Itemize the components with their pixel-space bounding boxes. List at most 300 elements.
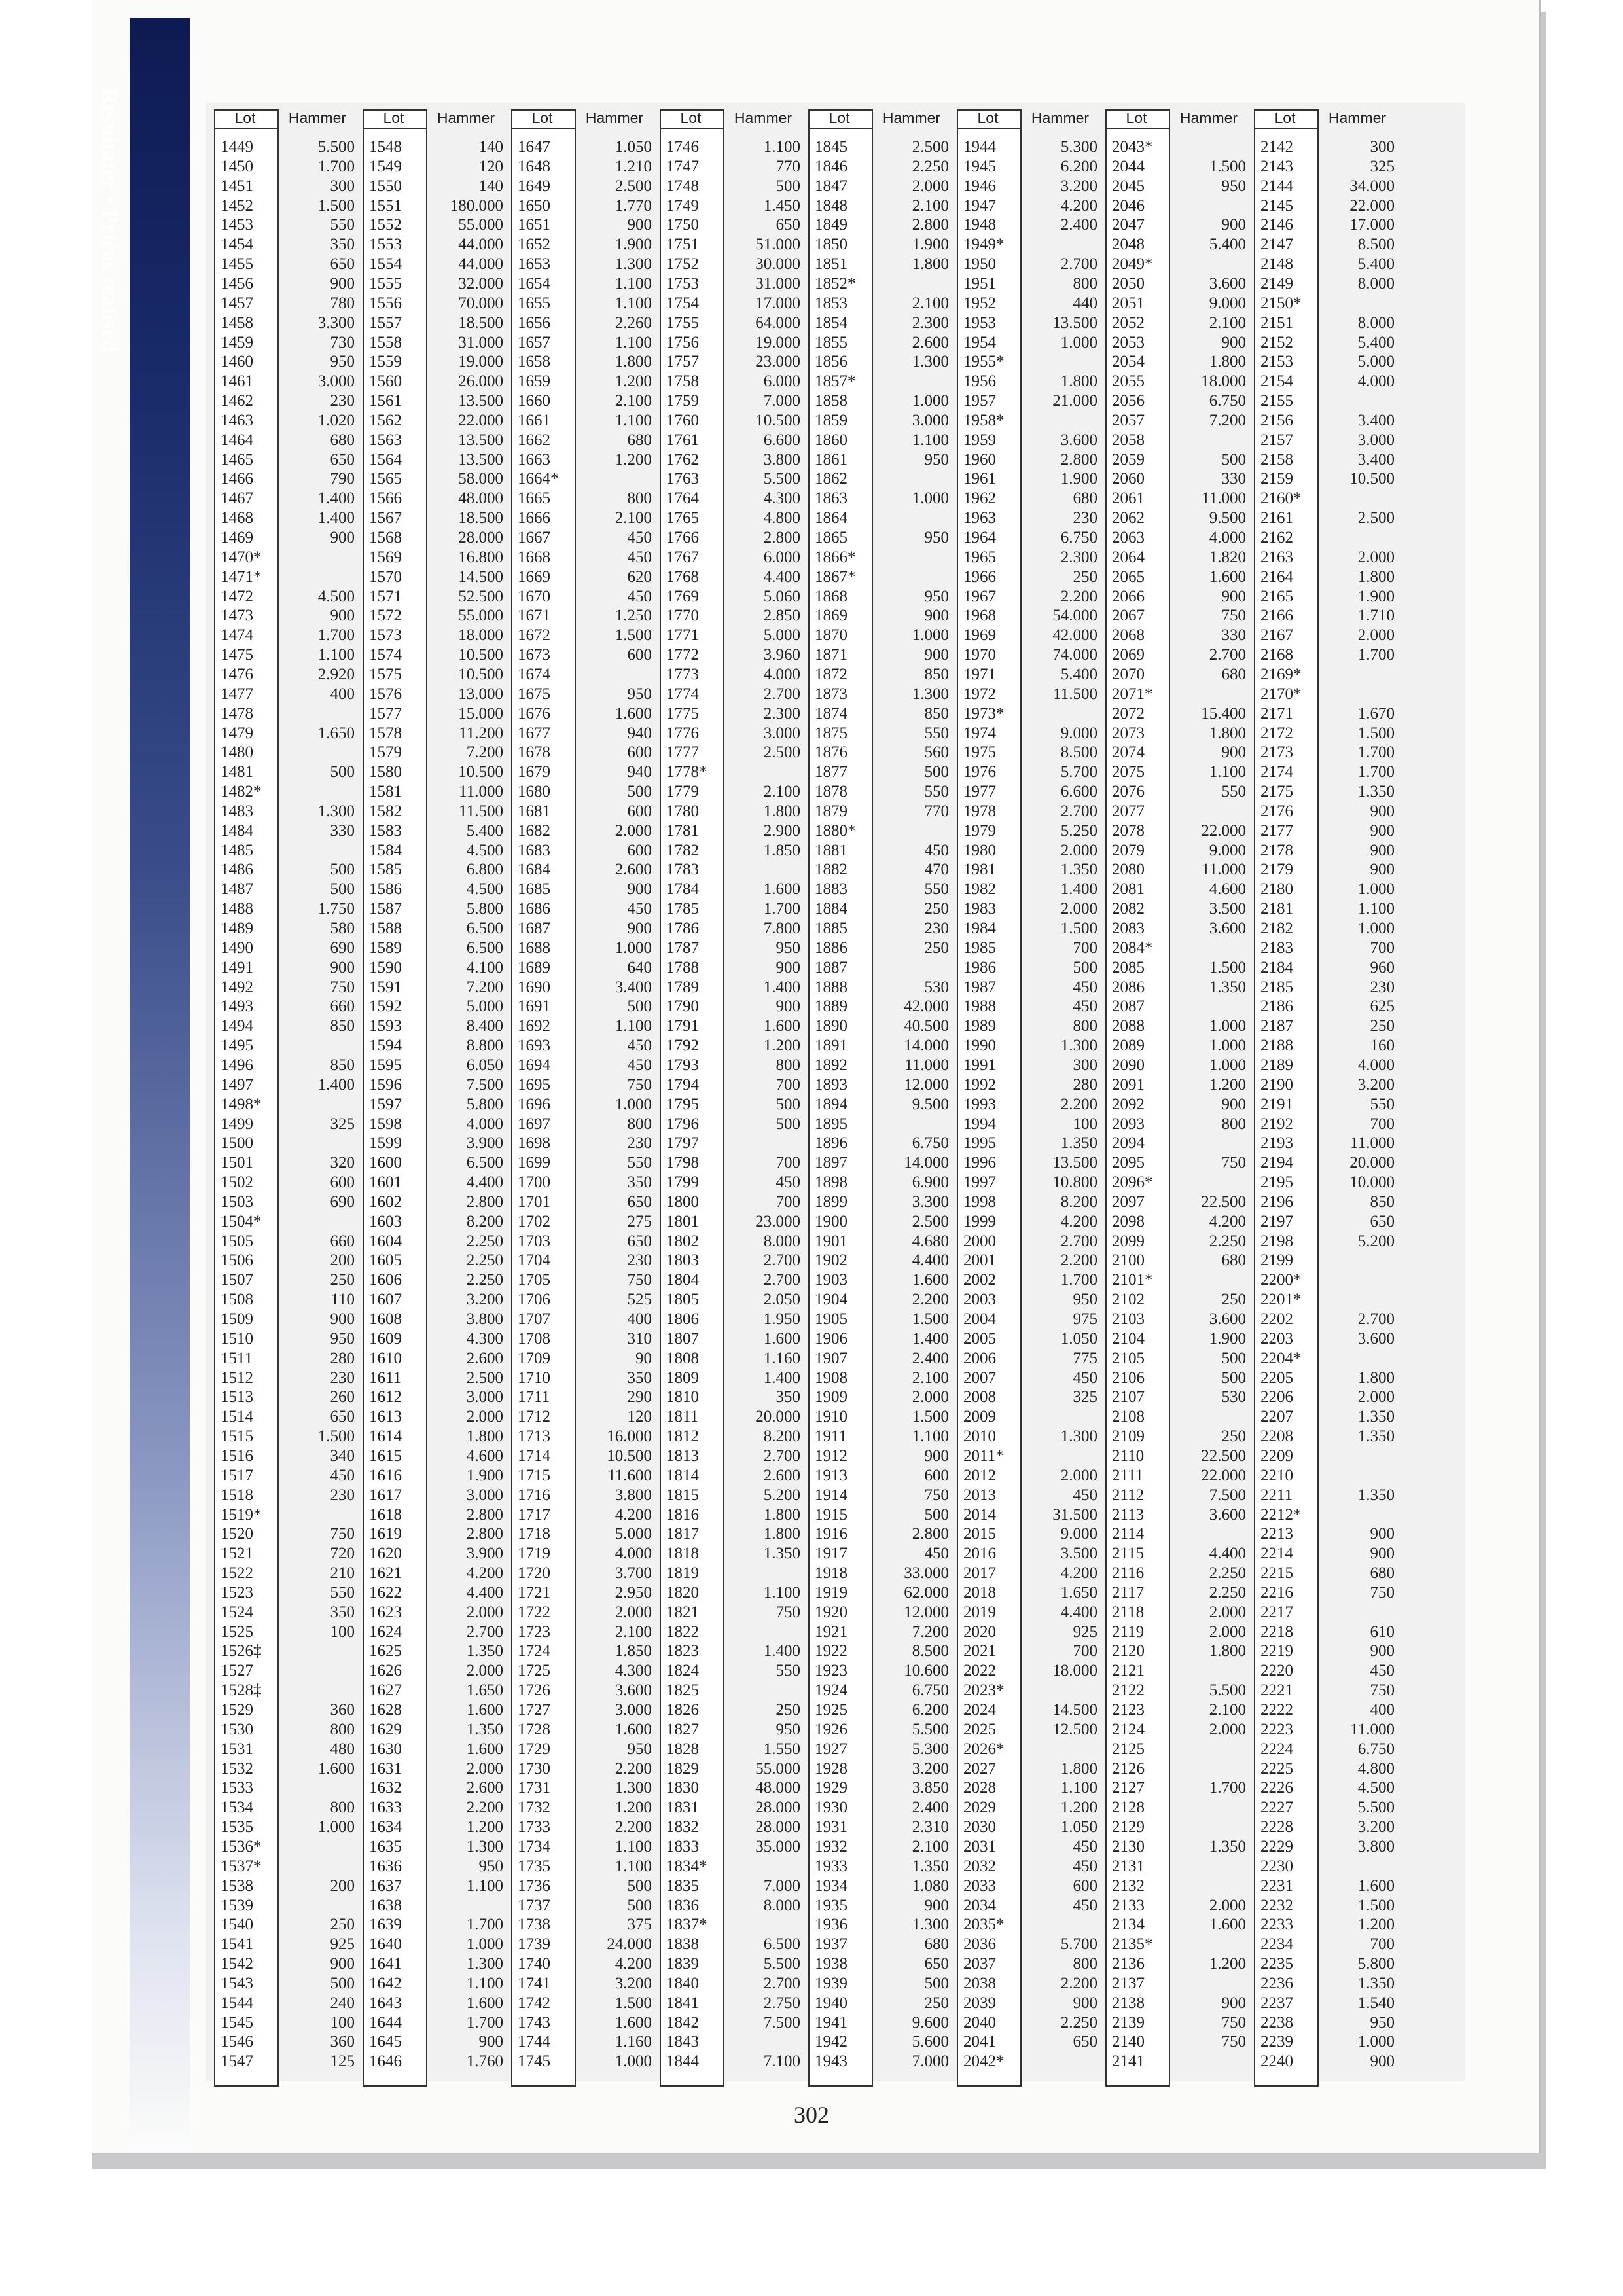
table-row — [808, 782, 957, 801]
lot-number: 2140 — [1112, 2033, 1145, 2051]
hammer-price: 6.600 — [1060, 783, 1097, 801]
hammer-price: 1.100 — [615, 411, 652, 429]
table-row — [1105, 1837, 1254, 1856]
lot-number: 2090 — [1112, 1056, 1145, 1074]
lot-number: 1842 — [666, 2013, 699, 2032]
table-row — [1254, 333, 1402, 352]
hammer-price: 7.200 — [1209, 411, 1246, 429]
table-row — [660, 978, 808, 997]
hammer-price: 4.400 — [1060, 1603, 1097, 1621]
lot-number: 1898 — [815, 1174, 847, 1192]
lot-number: 2133 — [1112, 1896, 1145, 1914]
hammer-price: 1.000 — [912, 490, 949, 508]
hammer-price: 74.000 — [1052, 646, 1097, 664]
lot-number: 2086 — [1112, 978, 1145, 996]
hammer-price: 340 — [330, 1446, 355, 1465]
hammer-price: 2.200 — [1060, 1095, 1097, 1113]
hammer-price: 125 — [330, 2053, 355, 2071]
table-row — [363, 782, 511, 801]
table-row — [363, 1466, 511, 1485]
table-row — [808, 1036, 957, 1055]
hammer-price: 3.800 — [615, 1486, 652, 1504]
lot-number: 1901 — [815, 1232, 847, 1250]
hammer-price: 2.800 — [466, 1193, 503, 1211]
lot-number: 1820 — [666, 1583, 699, 1602]
hammer-price: 12.000 — [904, 1075, 949, 1094]
lot-number: 2112 — [1112, 1486, 1145, 1504]
table-row — [1105, 899, 1254, 918]
hammer-price: 690 — [330, 939, 355, 957]
lot-number: 2206 — [1260, 1388, 1293, 1407]
lot-number: 1554 — [369, 255, 402, 274]
lot-number: 1677 — [518, 724, 550, 742]
table-row — [363, 919, 511, 938]
lot-number: 1556 — [369, 294, 402, 312]
hammer-price: 750 — [1221, 2033, 1246, 2051]
hammer-price: 4.680 — [912, 1232, 949, 1250]
table-row — [511, 1427, 660, 1446]
hammer-price: 1.300 — [466, 1955, 503, 1973]
hammer-price: 22.000 — [1201, 821, 1246, 840]
table-row — [214, 411, 363, 430]
lot-number: 1713 — [518, 1427, 550, 1446]
table-row — [363, 411, 511, 430]
lot-number: 1959 — [963, 431, 996, 449]
hammer-price: 900 — [1370, 2053, 1395, 2071]
lot-number: 1914 — [815, 1486, 847, 1504]
lot-number: 1641 — [369, 1955, 402, 1973]
hammer-price: 1.350 — [1357, 783, 1395, 801]
table-row — [957, 196, 1105, 215]
lot-number: 1631 — [369, 1759, 402, 1778]
hammer-price: 1.700 — [1209, 1779, 1246, 1797]
hammer-price: 4.500 — [317, 587, 355, 605]
table-row — [1254, 1740, 1402, 1759]
lot-number: 1649 — [518, 177, 550, 195]
table-row — [1254, 469, 1402, 488]
hammer-price: 500 — [1221, 1369, 1246, 1387]
table-row — [808, 2032, 957, 2051]
table-row — [363, 157, 511, 176]
table-row — [511, 939, 660, 958]
hammer-price: 900 — [1221, 216, 1246, 234]
hammer-price: 1.000 — [1209, 1056, 1246, 1074]
lot-number: 2024 — [963, 1701, 996, 1719]
lot-number: 2186 — [1260, 997, 1293, 1016]
table-row — [1105, 489, 1254, 508]
table-row — [957, 372, 1105, 391]
lot-number: 1997 — [963, 1174, 996, 1192]
lot-number: 2167 — [1260, 626, 1293, 645]
hammer-price: 4.000 — [1209, 529, 1246, 547]
lot-number: 1529 — [221, 1701, 253, 1719]
lot-number: 1576 — [369, 685, 402, 703]
lot-number: 1710 — [518, 1369, 550, 1387]
hammer-price: 28.000 — [755, 1818, 800, 1837]
lot-number: 1489 — [221, 920, 253, 937]
table-row — [957, 235, 1105, 254]
table-row — [957, 1857, 1105, 1876]
hammer-price: 450 — [1073, 1857, 1097, 1875]
lot-number: 1589 — [369, 939, 402, 957]
lot-number: 1493 — [221, 997, 253, 1016]
table-row — [808, 1388, 957, 1407]
lot-number: 1498* — [221, 1095, 262, 1113]
hammer-price: 1.800 — [1209, 724, 1246, 742]
hammer-price: 4.000 — [1357, 1056, 1395, 1074]
hammer-price: 925 — [330, 1935, 355, 1954]
lot-number: 2080 — [1112, 861, 1145, 879]
lot-number: 1757 — [666, 353, 699, 371]
lot-number: 1474 — [221, 626, 253, 645]
lot-number: 1620 — [369, 1545, 402, 1563]
hammer-price: 1.200 — [615, 450, 652, 469]
table-row — [957, 1056, 1105, 1075]
lot-number: 2005 — [963, 1329, 996, 1348]
lot-number: 1890 — [815, 1017, 847, 1035]
hammer-price: 975 — [1073, 1310, 1097, 1328]
lot-number: 1531 — [221, 1740, 253, 1758]
lot-number: 1455 — [221, 255, 253, 274]
lot-number: 1966 — [963, 567, 996, 586]
column-pair — [511, 103, 660, 2081]
table-row — [660, 1974, 808, 1993]
table-row — [214, 1036, 363, 1055]
table-row — [1105, 177, 1254, 196]
hammer-price: 450 — [776, 1174, 800, 1192]
hammer-price: 22.000 — [1349, 196, 1395, 215]
hammer-price: 26.000 — [458, 372, 503, 391]
hammer-price: 1.800 — [1357, 1369, 1395, 1387]
table-row — [214, 1232, 363, 1251]
lot-number: 1673 — [518, 646, 550, 664]
hammer-price: 250 — [924, 1994, 949, 2012]
lot-number: 1579 — [369, 744, 402, 762]
lot-number: 1845 — [815, 138, 847, 156]
table-row — [1254, 1720, 1402, 1739]
table-row — [511, 587, 660, 606]
lot-number: 2011* — [963, 1446, 1004, 1465]
lot-number: 1977 — [963, 783, 996, 801]
lot-number: 1505 — [221, 1232, 253, 1250]
table-row — [363, 626, 511, 645]
lot-number: 1598 — [369, 1115, 402, 1133]
table-row — [363, 1915, 511, 1934]
table-row — [808, 743, 957, 762]
lot-number: 1469 — [221, 529, 253, 547]
lot-number: 1682 — [518, 821, 550, 840]
table-row — [808, 606, 957, 625]
hammer-price: 3.000 — [466, 1486, 503, 1504]
table-row — [1254, 1427, 1402, 1446]
table-row — [808, 157, 957, 176]
table-row — [511, 1876, 660, 1895]
hammer-price: 750 — [330, 978, 355, 996]
table-row — [1105, 762, 1254, 781]
hammer-price: 54.000 — [1052, 607, 1097, 625]
hammer-price: 550 — [330, 1583, 355, 1602]
lot-number: 1487 — [221, 880, 253, 899]
lot-number: 1957 — [963, 392, 996, 410]
hammer-price: 450 — [627, 548, 652, 566]
table-row — [511, 1153, 660, 1172]
lot-number: 1778* — [666, 763, 707, 781]
table-row — [660, 919, 808, 938]
lot-number: 2200* — [1260, 1271, 1302, 1289]
hammer-price: 1.300 — [615, 255, 652, 274]
lot-number: 1817 — [666, 1525, 699, 1543]
hammer-price: 110 — [330, 1291, 355, 1309]
lot-number: 2092 — [1112, 1095, 1145, 1113]
table-row — [957, 1759, 1105, 1778]
hammer-price: 2.000 — [466, 1603, 503, 1621]
table-row — [363, 314, 511, 332]
lot-number: 2027 — [963, 1759, 996, 1778]
table-row — [1105, 1134, 1254, 1153]
table-row — [511, 1056, 660, 1075]
table-row — [1254, 724, 1402, 743]
header-rule — [1105, 128, 1170, 129]
hammer-price: 1.650 — [317, 724, 355, 742]
hammer-price: 1.400 — [763, 978, 800, 996]
table-row — [1254, 352, 1402, 371]
table-row — [957, 1700, 1105, 1719]
hammer-price: 800 — [1221, 1115, 1246, 1133]
hammer-price: 17.000 — [1349, 216, 1395, 234]
table-row — [214, 528, 363, 547]
table-row — [808, 1486, 957, 1505]
table-row — [363, 1427, 511, 1446]
lot-number: 1863 — [815, 490, 847, 508]
lot-number: 1483 — [221, 802, 253, 820]
hammer-price: 2.600 — [466, 1349, 503, 1367]
lot-number: 2100 — [1112, 1251, 1145, 1270]
table-row — [511, 294, 660, 313]
table-row — [214, 1446, 363, 1465]
hammer-price: 3.200 — [1357, 1818, 1395, 1837]
table-row — [957, 215, 1105, 234]
table-row — [957, 489, 1105, 508]
lot-number: 1628 — [369, 1701, 402, 1719]
table-row — [214, 645, 363, 664]
hammer-price: 5.300 — [912, 1740, 949, 1758]
hammer-price: 900 — [924, 607, 949, 625]
hammer-price: 3.800 — [763, 450, 800, 469]
hammer-price: 8.000 — [1357, 274, 1395, 293]
lot-number: 1538 — [221, 1876, 253, 1895]
lot-number: 2240 — [1260, 2053, 1293, 2071]
table-row — [957, 1681, 1105, 1700]
hammer-price: 19.000 — [458, 353, 503, 371]
hammer-price: 550 — [924, 783, 949, 801]
lot-number: 1886 — [815, 939, 847, 957]
lot-number: 1829 — [666, 1759, 699, 1778]
hammer-price: 450 — [1073, 978, 1097, 996]
hammer-price: 7.100 — [763, 2053, 800, 2071]
lot-header: Lot — [383, 109, 404, 126]
table-row — [660, 450, 808, 469]
lot-number: 2142 — [1260, 138, 1293, 156]
table-row — [511, 1407, 660, 1426]
hammer-price: 4.100 — [466, 958, 503, 977]
table-row — [660, 489, 808, 508]
hammer-price: 2.250 — [1209, 1232, 1246, 1250]
table-row — [511, 2052, 660, 2071]
lot-number: 1834* — [666, 1857, 707, 1875]
hammer-price: 1.350 — [466, 1720, 503, 1738]
table-row — [511, 899, 660, 918]
lot-number: 1866* — [815, 548, 856, 566]
lot-number: 1653 — [518, 255, 550, 274]
hammer-price: 800 — [1073, 1017, 1097, 1035]
table-row — [363, 606, 511, 625]
table-row — [808, 1075, 957, 1094]
lot-number: 2099 — [1112, 1232, 1145, 1250]
table-row — [1105, 626, 1254, 645]
hammer-price: 4.400 — [763, 567, 800, 586]
hammer-price: 1.350 — [912, 1857, 949, 1875]
hammer-price: 1.500 — [317, 1427, 355, 1446]
lot-number: 1991 — [963, 1056, 996, 1074]
lot-number: 1784 — [666, 880, 699, 899]
table-row — [214, 548, 363, 567]
lot-number: 1521 — [221, 1545, 253, 1563]
hammer-price: 2.800 — [1060, 450, 1097, 469]
hammer-price: 750 — [776, 1603, 800, 1621]
lot-number: 1706 — [518, 1291, 550, 1309]
hammer-price: 700 — [1370, 1935, 1395, 1954]
table-row — [214, 391, 363, 410]
table-row — [1105, 1564, 1254, 1583]
hammer-price: 2.000 — [1209, 1623, 1246, 1641]
lot-number: 1973* — [963, 704, 1005, 723]
table-row — [660, 1623, 808, 1641]
hammer-price: 2.250 — [466, 1251, 503, 1270]
hammer-price: 5.500 — [1209, 1681, 1246, 1700]
hammer-price: 18.000 — [1201, 372, 1246, 391]
table-row — [957, 137, 1105, 156]
table-row — [660, 1661, 808, 1680]
hammer-price: 1.300 — [615, 1779, 652, 1797]
table-row — [214, 958, 363, 977]
lot-number: 1798 — [666, 1154, 699, 1172]
table-row — [660, 1016, 808, 1035]
hammer-price: 2.800 — [912, 216, 949, 234]
table-row — [214, 567, 363, 586]
lot-number: 2162 — [1260, 529, 1293, 547]
table-row — [363, 255, 511, 274]
table-row — [957, 919, 1105, 938]
lot-number: 1764 — [666, 490, 699, 508]
table-row — [511, 1075, 660, 1094]
table-row — [363, 1290, 511, 1309]
lot-number: 2237 — [1260, 1994, 1293, 2012]
table-row — [660, 1407, 808, 1426]
table-row — [1105, 1427, 1254, 1446]
hammer-price: 650 — [627, 1193, 652, 1211]
hammer-price: 5.000 — [466, 997, 503, 1016]
table-row — [511, 157, 660, 176]
lot-number: 1962 — [963, 490, 996, 508]
lot-number: 2181 — [1260, 900, 1293, 918]
table-row — [660, 1720, 808, 1739]
lot-number: 1454 — [221, 236, 253, 254]
hammer-price: 250 — [330, 1271, 355, 1289]
table-row — [1105, 2032, 1254, 2051]
table-row — [1105, 1915, 1254, 1934]
lot-number: 1736 — [518, 1876, 550, 1895]
table-row — [808, 939, 957, 958]
table-row — [660, 665, 808, 684]
table-row — [808, 1740, 957, 1759]
table-row — [363, 1134, 511, 1153]
hammer-price: 2.250 — [912, 157, 949, 175]
hammer-price: 2.050 — [763, 1291, 800, 1309]
lot-number: 2148 — [1260, 255, 1293, 274]
table-row — [660, 939, 808, 958]
table-row — [957, 1564, 1105, 1583]
hammer-price: 3.200 — [912, 1759, 949, 1778]
hammer-price: 1.600 — [1209, 1916, 1246, 1934]
lot-number: 1731 — [518, 1779, 550, 1797]
table-row — [808, 469, 957, 488]
lot-number: 1776 — [666, 724, 699, 742]
table-row — [363, 528, 511, 547]
lot-number: 1783 — [666, 861, 699, 879]
lot-number: 1707 — [518, 1310, 550, 1328]
table-row — [214, 1290, 363, 1309]
lot-number: 2164 — [1260, 567, 1293, 586]
hammer-price: 2.950 — [615, 1583, 652, 1602]
table-row — [214, 235, 363, 254]
lot-number: 1931 — [815, 1818, 847, 1837]
hammer-price: 800 — [776, 1056, 800, 1074]
lot-number: 1515 — [221, 1427, 253, 1446]
hammer-price: 100 — [330, 1623, 355, 1641]
table-row — [214, 137, 363, 156]
hammer-price: 2.000 — [1357, 626, 1395, 645]
lot-number: 2176 — [1260, 802, 1293, 820]
lot-number: 1712 — [518, 1408, 550, 1426]
hammer-price: 1.100 — [1209, 763, 1246, 781]
hammer-price: 3.200 — [1357, 1075, 1395, 1094]
lot-number: 2203 — [1260, 1329, 1293, 1348]
table-row — [1105, 548, 1254, 567]
table-row — [511, 1896, 660, 1915]
table-row — [1254, 1232, 1402, 1251]
table-row — [1254, 1778, 1402, 1797]
hammer-price: 1.000 — [1357, 920, 1395, 937]
hammer-price: 6.900 — [912, 1174, 949, 1192]
table-row — [1105, 919, 1254, 938]
lot-number: 1924 — [815, 1681, 847, 1700]
lot-number: 1502 — [221, 1174, 253, 1192]
hammer-price: 7.500 — [763, 2013, 800, 2032]
table-row — [214, 1486, 363, 1505]
table-row — [957, 1095, 1105, 1114]
lot-number: 2116 — [1112, 1564, 1145, 1583]
table-row — [957, 1778, 1105, 1797]
lot-number: 1773 — [666, 665, 699, 683]
table-row — [363, 1270, 511, 1289]
lot-number: 1883 — [815, 880, 847, 899]
lot-number: 1826 — [666, 1701, 699, 1719]
table-row — [511, 2032, 660, 2051]
hammer-price: 1.000 — [1209, 1037, 1246, 1055]
hammer-price: 1.300 — [912, 685, 949, 703]
lot-number: 1939 — [815, 1974, 847, 1992]
table-row — [957, 567, 1105, 586]
